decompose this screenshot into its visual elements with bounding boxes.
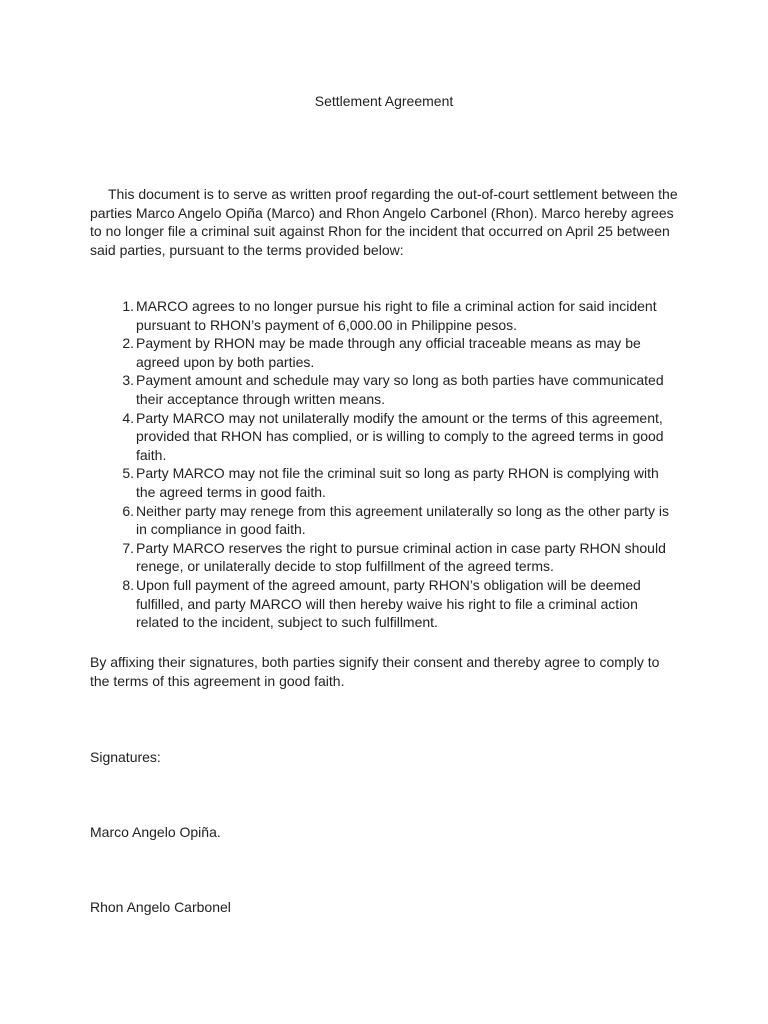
signatures-heading: Signatures: (90, 749, 161, 765)
term-text: Neither party may renege from this agreement unilaterally so long as the other party is in compliance in good faith. (136, 502, 670, 538)
term-item (90, 539, 680, 576)
term-text: Party MARCO may not file the criminal suit so long as party RHON is complying with the agreed terms in good faith. (136, 465, 659, 500)
term-text: Party MARCO reserves the right to pursue criminal action in case party RHON should renege, or unilaterally decide to stop fulfillment of the agreed terms. (136, 539, 666, 575)
closing-paragraph: By affixing their signatures, both parties signify their consent and thereby agree to comply to the terms of this agreement in good faith. (90, 654, 660, 689)
term-number: 2. (122, 335, 134, 352)
term-text: MARCO agrees to no longer pursue his right to file a criminal action for said incident pursuant to RHON’s payment of 6,000.00 in Philippine pesos. (136, 298, 657, 333)
term-text: Payment by RHON may be made through any official traceable means as may be agreed upon by both parties. (136, 335, 641, 370)
term-item (90, 297, 680, 334)
term-number: 4. (122, 409, 134, 426)
term-item (90, 409, 680, 465)
term-number: 7. (122, 539, 134, 556)
term-number: 1. (122, 298, 134, 314)
term-item (90, 576, 680, 632)
term-item (90, 464, 680, 501)
term-item (90, 334, 680, 371)
term-number: 6. (122, 502, 134, 519)
term-item (90, 371, 680, 408)
term-number: 3. (122, 372, 134, 389)
term-number: 8. (122, 576, 134, 593)
intro-paragraph: This document is to serve as written proof regarding the out-of-court settlement between the parties Marco Angelo Opiña (Marco) and Rhon Angelo Carbonel (Rhon). Marco hereby agrees to no longer file a criminal suit against Rhon for the incident that occurred on April 25 between said parties, pursuant to the terms provided below: (90, 186, 678, 258)
signatory-rhon: Rhon Angelo Carbonel (90, 899, 231, 915)
term-text: Payment amount and schedule may vary so long as both parties have communicated their acceptance through written means. (136, 372, 664, 407)
term-number: 5. (122, 465, 134, 482)
term-text: Upon full payment of the agreed amount, party RHON’s obligation will be deemed fulfilled, and party MARCO will then hereby waive his right to file a criminal action related to the incident, subject to such fulfillment. (136, 576, 641, 631)
term-item (90, 502, 680, 539)
terms-list (90, 297, 680, 632)
signatory-marco: Marco Angelo Opiña. (90, 824, 221, 840)
term-text: Party MARCO may not unilaterally modify the amount or the terms of this agreement, provided that RHON has complied, or is willing to comply to the agreed terms in good faith. (136, 409, 664, 463)
document-title: Settlement Agreement (314, 93, 454, 109)
